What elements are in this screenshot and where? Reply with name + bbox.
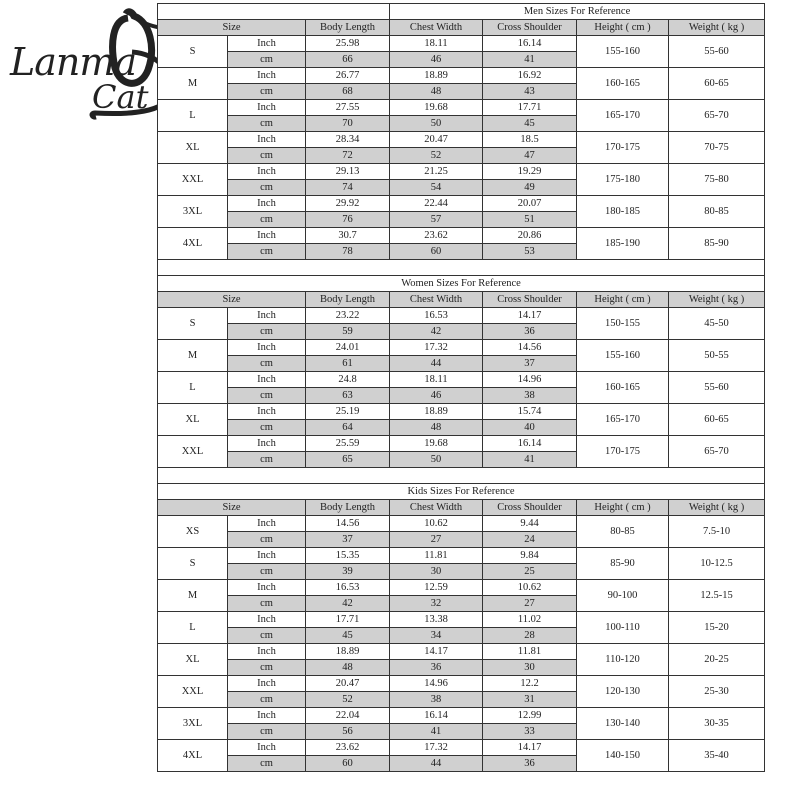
weight-range: 45-50: [669, 308, 765, 340]
measurement-cm: 47: [483, 148, 577, 164]
measurement-inch: 17.71: [483, 100, 577, 116]
weight-range: 65-70: [669, 100, 765, 132]
measurement-inch: 9.44: [483, 516, 577, 532]
measurement-inch: 18.5: [483, 132, 577, 148]
measurement-cm: 44: [390, 756, 483, 772]
column-header: Weight ( kg ): [669, 292, 765, 308]
unit-label-cm: cm: [228, 52, 306, 68]
height-range: 155-160: [577, 340, 669, 372]
measurement-inch: 11.81: [483, 644, 577, 660]
weight-range: 60-65: [669, 68, 765, 100]
header-row: [158, 500, 765, 516]
measurement-inch: 22.04: [306, 708, 390, 724]
measurement-inch: 24.01: [306, 340, 390, 356]
unit-label-inch: Inch: [228, 228, 306, 244]
height-range: 100-110: [577, 612, 669, 644]
column-header: Weight ( kg ): [669, 20, 765, 36]
measurement-cm: 52: [390, 148, 483, 164]
height-range: 150-155: [577, 308, 669, 340]
size-label: S: [158, 308, 228, 340]
unit-label-cm: cm: [228, 116, 306, 132]
spacer-cell: [158, 468, 765, 484]
unit-label-cm: cm: [228, 532, 306, 548]
brand-name-line2: Cat: [92, 78, 149, 116]
height-range: 170-175: [577, 436, 669, 468]
unit-label-cm: cm: [228, 84, 306, 100]
measurement-inch: 29.92: [306, 196, 390, 212]
measurement-cm: 44: [390, 356, 483, 372]
table-row-inch: [158, 548, 765, 564]
measurement-cm: 49: [483, 180, 577, 196]
column-header: Chest Width: [390, 292, 483, 308]
measurement-inch: 15.74: [483, 404, 577, 420]
measurement-cm: 31: [483, 692, 577, 708]
height-range: 85-90: [577, 548, 669, 580]
measurement-cm: 68: [306, 84, 390, 100]
unit-label-inch: Inch: [228, 372, 306, 388]
unit-label-cm: cm: [228, 724, 306, 740]
measurement-inch: 23.62: [306, 740, 390, 756]
measurement-cm: 34: [390, 628, 483, 644]
measurement-inch: 20.07: [483, 196, 577, 212]
measurement-cm: 65: [306, 452, 390, 468]
measurement-inch: 16.14: [390, 708, 483, 724]
column-header: Height ( cm ): [577, 500, 669, 516]
unit-label-cm: cm: [228, 756, 306, 772]
measurement-cm: 41: [390, 724, 483, 740]
table-row-inch: [158, 100, 765, 116]
table-row-inch: [158, 372, 765, 388]
measurement-cm: 60: [306, 756, 390, 772]
measurement-inch: 13.38: [390, 612, 483, 628]
size-label: 4XL: [158, 740, 228, 772]
unit-label-inch: Inch: [228, 516, 306, 532]
unit-label-inch: Inch: [228, 68, 306, 84]
measurement-inch: 9.84: [483, 548, 577, 564]
height-range: 90-100: [577, 580, 669, 612]
measurement-inch: 19.68: [390, 436, 483, 452]
table-row-inch: [158, 676, 765, 692]
weight-range: 30-35: [669, 708, 765, 740]
measurement-cm: 48: [390, 420, 483, 436]
measurement-inch: 11.81: [390, 548, 483, 564]
measurement-inch: 25.59: [306, 436, 390, 452]
measurement-cm: 43: [483, 84, 577, 100]
measurement-inch: 28.34: [306, 132, 390, 148]
measurement-inch: 12.59: [390, 580, 483, 596]
weight-range: 20-25: [669, 644, 765, 676]
measurement-inch: 17.71: [306, 612, 390, 628]
size-label: L: [158, 372, 228, 404]
size-label: L: [158, 612, 228, 644]
measurement-inch: 19.29: [483, 164, 577, 180]
column-header: Body Length: [306, 500, 390, 516]
table-row-inch: [158, 580, 765, 596]
unit-label-cm: cm: [228, 660, 306, 676]
table-row-inch: [158, 36, 765, 52]
weight-range: 55-60: [669, 372, 765, 404]
measurement-inch: 14.17: [483, 308, 577, 324]
measurement-inch: 22.44: [390, 196, 483, 212]
measurement-cm: 64: [306, 420, 390, 436]
unit-label-cm: cm: [228, 244, 306, 260]
measurement-cm: 33: [483, 724, 577, 740]
table-row-inch: [158, 708, 765, 724]
weight-range: 70-75: [669, 132, 765, 164]
measurement-cm: 30: [483, 660, 577, 676]
measurement-cm: 72: [306, 148, 390, 164]
size-label: 3XL: [158, 196, 228, 228]
measurement-inch: 15.35: [306, 548, 390, 564]
measurement-cm: 53: [483, 244, 577, 260]
height-range: 160-165: [577, 372, 669, 404]
measurement-cm: 40: [483, 420, 577, 436]
unit-label-cm: cm: [228, 420, 306, 436]
unit-label-cm: cm: [228, 180, 306, 196]
measurement-cm: 39: [306, 564, 390, 580]
measurement-inch: 14.17: [390, 644, 483, 660]
measurement-inch: 30.7: [306, 228, 390, 244]
weight-range: 50-55: [669, 340, 765, 372]
measurement-cm: 42: [306, 596, 390, 612]
table-row-inch: [158, 436, 765, 452]
size-label: XXL: [158, 164, 228, 196]
unit-label-inch: Inch: [228, 100, 306, 116]
table-row-inch: [158, 228, 765, 244]
measurement-cm: 46: [390, 52, 483, 68]
measurement-inch: 29.13: [306, 164, 390, 180]
unit-label-inch: Inch: [228, 164, 306, 180]
unit-label-cm: cm: [228, 212, 306, 228]
table-row-inch: [158, 132, 765, 148]
measurement-cm: 50: [390, 116, 483, 132]
measurement-inch: 18.89: [390, 404, 483, 420]
table-row-inch: [158, 644, 765, 660]
size-label: M: [158, 580, 228, 612]
unit-label-cm: cm: [228, 148, 306, 164]
measurement-inch: 16.92: [483, 68, 577, 84]
unit-label-cm: cm: [228, 628, 306, 644]
table-row-inch: [158, 404, 765, 420]
table-row-inch: [158, 164, 765, 180]
section-title: Men Sizes For Reference: [390, 4, 765, 20]
column-header: Cross Shoulder: [483, 500, 577, 516]
measurement-inch: 14.56: [483, 340, 577, 356]
unit-label-inch: Inch: [228, 740, 306, 756]
height-range: 130-140: [577, 708, 669, 740]
section-title-row: [158, 484, 765, 500]
measurement-cm: 63: [306, 388, 390, 404]
measurement-cm: 45: [483, 116, 577, 132]
height-range: 180-185: [577, 196, 669, 228]
measurement-cm: 46: [390, 388, 483, 404]
measurement-inch: 12.99: [483, 708, 577, 724]
height-range: 165-170: [577, 100, 669, 132]
size-label: XXL: [158, 436, 228, 468]
measurement-inch: 14.96: [390, 676, 483, 692]
measurement-cm: 38: [390, 692, 483, 708]
height-range: 120-130: [577, 676, 669, 708]
unit-label-inch: Inch: [228, 644, 306, 660]
unit-label-inch: Inch: [228, 548, 306, 564]
table-row-inch: [158, 340, 765, 356]
table-row-inch: [158, 516, 765, 532]
measurement-cm: 57: [390, 212, 483, 228]
size-label: M: [158, 68, 228, 100]
size-label: XL: [158, 132, 228, 164]
size-label: S: [158, 36, 228, 68]
height-range: 170-175: [577, 132, 669, 164]
unit-label-cm: cm: [228, 692, 306, 708]
measurement-cm: 59: [306, 324, 390, 340]
unit-label-cm: cm: [228, 388, 306, 404]
unit-label-cm: cm: [228, 324, 306, 340]
measurement-inch: 16.53: [306, 580, 390, 596]
measurement-cm: 54: [390, 180, 483, 196]
height-range: 80-85: [577, 516, 669, 548]
unit-label-inch: Inch: [228, 676, 306, 692]
measurement-inch: 10.62: [483, 580, 577, 596]
brand-logo: [0, 0, 180, 130]
weight-range: 15-20: [669, 612, 765, 644]
section-title-row: [158, 4, 765, 20]
weight-range: 10-12.5: [669, 548, 765, 580]
height-range: 185-190: [577, 228, 669, 260]
measurement-cm: 37: [306, 532, 390, 548]
weight-range: 75-80: [669, 164, 765, 196]
measurement-cm: 78: [306, 244, 390, 260]
measurement-inch: 12.2: [483, 676, 577, 692]
measurement-inch: 20.47: [390, 132, 483, 148]
size-label: 4XL: [158, 228, 228, 260]
measurement-inch: 16.14: [483, 36, 577, 52]
brand-name-line1: Lanma: [10, 40, 137, 84]
column-header: Cross Shoulder: [483, 20, 577, 36]
column-header-size: Size: [158, 500, 306, 516]
measurement-cm: 27: [483, 596, 577, 612]
unit-label-inch: Inch: [228, 132, 306, 148]
measurement-cm: 52: [306, 692, 390, 708]
table-row-inch: [158, 68, 765, 84]
height-range: 160-165: [577, 68, 669, 100]
unit-label-inch: Inch: [228, 612, 306, 628]
measurement-inch: 27.55: [306, 100, 390, 116]
measurement-cm: 24: [483, 532, 577, 548]
measurement-inch: 14.56: [306, 516, 390, 532]
measurement-inch: 20.47: [306, 676, 390, 692]
measurement-inch: 24.8: [306, 372, 390, 388]
measurement-cm: 25: [483, 564, 577, 580]
column-header: Body Length: [306, 20, 390, 36]
measurement-cm: 36: [390, 660, 483, 676]
unit-label-inch: Inch: [228, 340, 306, 356]
measurement-inch: 18.11: [390, 372, 483, 388]
height-range: 155-160: [577, 36, 669, 68]
measurement-cm: 27: [390, 532, 483, 548]
measurement-inch: 10.62: [390, 516, 483, 532]
measurement-inch: 26.77: [306, 68, 390, 84]
unit-label-cm: cm: [228, 356, 306, 372]
measurement-cm: 74: [306, 180, 390, 196]
height-range: 110-120: [577, 644, 669, 676]
table-row-inch: [158, 308, 765, 324]
measurement-inch: 25.98: [306, 36, 390, 52]
size-label: XXL: [158, 676, 228, 708]
header-row: [158, 20, 765, 36]
measurement-cm: 56: [306, 724, 390, 740]
measurement-cm: 70: [306, 116, 390, 132]
table-row-inch: [158, 196, 765, 212]
measurement-inch: 16.53: [390, 308, 483, 324]
weight-range: 12.5-15: [669, 580, 765, 612]
height-range: 175-180: [577, 164, 669, 196]
unit-label-cm: cm: [228, 564, 306, 580]
measurement-cm: 28: [483, 628, 577, 644]
measurement-inch: 19.68: [390, 100, 483, 116]
size-label: 3XL: [158, 708, 228, 740]
weight-range: 35-40: [669, 740, 765, 772]
table-row-inch: [158, 740, 765, 756]
table-row-inch: [158, 612, 765, 628]
unit-label-inch: Inch: [228, 436, 306, 452]
section-spacer-row: [158, 260, 765, 276]
measurement-inch: 21.25: [390, 164, 483, 180]
weight-range: 80-85: [669, 196, 765, 228]
height-range: 165-170: [577, 404, 669, 436]
measurement-inch: 17.32: [390, 340, 483, 356]
size-label: L: [158, 100, 228, 132]
section-title-row: [158, 276, 765, 292]
column-header: Chest Width: [390, 500, 483, 516]
measurement-cm: 51: [483, 212, 577, 228]
measurement-inch: 25.19: [306, 404, 390, 420]
unit-label-cm: cm: [228, 596, 306, 612]
weight-range: 55-60: [669, 36, 765, 68]
measurement-cm: 36: [483, 324, 577, 340]
column-header: Height ( cm ): [577, 292, 669, 308]
measurement-cm: 60: [390, 244, 483, 260]
measurement-inch: 23.62: [390, 228, 483, 244]
section-spacer-row: [158, 468, 765, 484]
size-label: S: [158, 548, 228, 580]
weight-range: 60-65: [669, 404, 765, 436]
measurement-cm: 45: [306, 628, 390, 644]
measurement-inch: 18.89: [390, 68, 483, 84]
measurement-cm: 37: [483, 356, 577, 372]
measurement-inch: 23.22: [306, 308, 390, 324]
measurement-cm: 42: [390, 324, 483, 340]
column-header: Body Length: [306, 292, 390, 308]
measurement-cm: 41: [483, 52, 577, 68]
unit-label-inch: Inch: [228, 36, 306, 52]
measurement-inch: 18.11: [390, 36, 483, 52]
measurement-cm: 48: [306, 660, 390, 676]
column-header-size: Size: [158, 20, 306, 36]
column-header-size: Size: [158, 292, 306, 308]
measurement-cm: 36: [483, 756, 577, 772]
section-title: Kids Sizes For Reference: [158, 484, 765, 500]
spacer-cell: [158, 260, 765, 276]
size-chart-table: [157, 3, 765, 772]
unit-label-inch: Inch: [228, 708, 306, 724]
measurement-cm: 66: [306, 52, 390, 68]
measurement-inch: 17.32: [390, 740, 483, 756]
measurement-inch: 11.02: [483, 612, 577, 628]
column-header: Cross Shoulder: [483, 292, 577, 308]
size-label: XS: [158, 516, 228, 548]
measurement-inch: 14.17: [483, 740, 577, 756]
measurement-cm: 30: [390, 564, 483, 580]
weight-range: 7.5-10: [669, 516, 765, 548]
size-label: M: [158, 340, 228, 372]
weight-range: 85-90: [669, 228, 765, 260]
weight-range: 25-30: [669, 676, 765, 708]
measurement-cm: 76: [306, 212, 390, 228]
section-title-blank: [158, 4, 390, 20]
height-range: 140-150: [577, 740, 669, 772]
section-title: Women Sizes For Reference: [158, 276, 765, 292]
measurement-inch: 14.96: [483, 372, 577, 388]
unit-label-inch: Inch: [228, 404, 306, 420]
measurement-inch: 20.86: [483, 228, 577, 244]
unit-label-inch: Inch: [228, 196, 306, 212]
column-header: Weight ( kg ): [669, 500, 765, 516]
size-label: XL: [158, 404, 228, 436]
unit-label-inch: Inch: [228, 580, 306, 596]
weight-range: 65-70: [669, 436, 765, 468]
measurement-inch: 16.14: [483, 436, 577, 452]
measurement-cm: 38: [483, 388, 577, 404]
unit-label-inch: Inch: [228, 308, 306, 324]
measurement-cm: 41: [483, 452, 577, 468]
measurement-cm: 50: [390, 452, 483, 468]
measurement-cm: 48: [390, 84, 483, 100]
header-row: [158, 292, 765, 308]
unit-label-cm: cm: [228, 452, 306, 468]
column-header: Chest Width: [390, 20, 483, 36]
column-header: Height ( cm ): [577, 20, 669, 36]
size-label: XL: [158, 644, 228, 676]
measurement-cm: 32: [390, 596, 483, 612]
measurement-inch: 18.89: [306, 644, 390, 660]
measurement-cm: 61: [306, 356, 390, 372]
